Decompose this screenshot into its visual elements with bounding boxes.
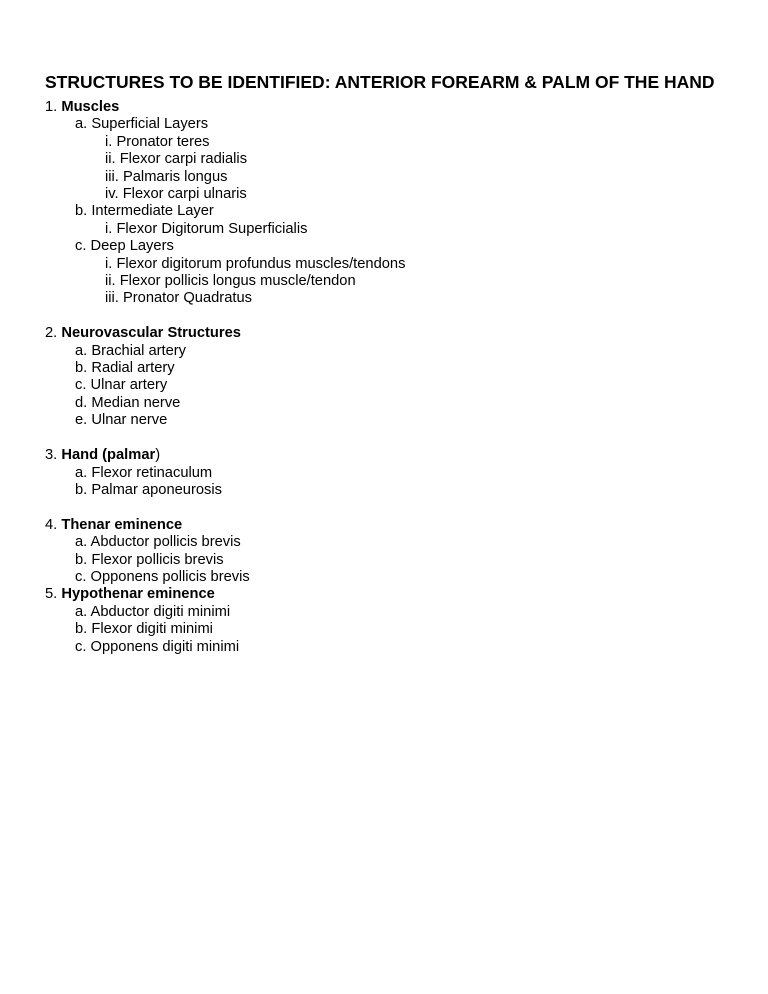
list-item <box>45 116 405 133</box>
section <box>45 325 405 429</box>
list-subitem <box>45 290 405 307</box>
item-label: iii. <box>105 168 119 185</box>
page-title: STRUCTURES TO BE IDENTIFIED: ANTERIOR FOREARM & PALM OF THE HAND <box>45 71 715 92</box>
list-item <box>45 377 405 394</box>
list-item <box>45 343 405 360</box>
list-subitem <box>45 273 405 290</box>
section-title: Neurovascular Structures <box>61 325 241 342</box>
list-item <box>45 552 405 569</box>
item-text: Pronator teres <box>116 133 210 150</box>
item-text: Abductor pollicis brevis <box>90 534 241 551</box>
item-text: Pronator Quadratus <box>122 290 252 307</box>
item-label: i. <box>105 255 113 272</box>
list-subitem <box>45 256 405 273</box>
item-label: i. <box>105 133 113 150</box>
item-text: Intermediate Layer <box>91 203 214 220</box>
item-text: Flexor digitorum profundus muscles/tendons <box>116 255 406 272</box>
section-number: 2. <box>45 325 58 342</box>
section-number: 5. <box>45 586 58 603</box>
item-label: c. <box>75 568 87 585</box>
item-label: e. <box>75 412 88 429</box>
list-item <box>45 621 405 638</box>
item-text: Ulnar nerve <box>91 412 168 429</box>
item-text: Median nerve <box>91 394 181 411</box>
item-text: Flexor pollicis brevis <box>91 551 224 568</box>
item-label: c. <box>75 377 87 394</box>
section-title-suffix: ) <box>155 447 161 464</box>
item-text: Opponens pollicis brevis <box>90 568 250 585</box>
item-text: Flexor Digitorum Superficialis <box>116 220 308 237</box>
section-heading <box>45 99 405 116</box>
list-item <box>45 639 405 656</box>
item-label: ii. <box>105 151 116 168</box>
list-subitem <box>45 186 405 203</box>
section-number: 1. <box>45 99 58 115</box>
list-item <box>45 534 405 551</box>
section-number: 3. <box>45 447 58 464</box>
item-text: Abductor digiti minimi <box>90 603 231 620</box>
list-subitem <box>45 221 405 238</box>
list-item <box>45 238 405 255</box>
item-label: c. <box>75 238 87 255</box>
item-label: iv. <box>105 186 119 203</box>
item-label: a. <box>75 603 88 620</box>
item-label: iii. <box>105 290 119 307</box>
list-item <box>45 569 405 586</box>
item-label: a. <box>75 116 88 133</box>
list-item <box>45 465 405 482</box>
section <box>45 447 405 499</box>
list-subitem <box>45 151 405 168</box>
item-text: Radial artery <box>91 360 175 377</box>
item-text: Flexor retinaculum <box>91 464 213 481</box>
section-number: 4. <box>45 516 58 533</box>
section-heading <box>45 517 405 534</box>
section-heading <box>45 325 405 342</box>
item-text: Flexor pollicis longus muscle/tendon <box>119 273 356 290</box>
item-text: Superficial Layers <box>91 116 209 133</box>
item-text: Deep Layers <box>90 238 174 255</box>
structures-list <box>45 99 405 656</box>
item-label: b. <box>75 203 88 220</box>
section <box>45 517 405 587</box>
section-title: Hand (palmar <box>61 447 156 464</box>
item-text: Flexor carpi radialis <box>119 151 248 168</box>
item-label: i. <box>105 220 113 237</box>
item-label: b. <box>75 481 88 498</box>
section-heading <box>45 586 405 603</box>
item-label: b. <box>75 621 88 638</box>
section-heading <box>45 447 405 464</box>
item-label: ii. <box>105 273 116 290</box>
list-item <box>45 604 405 621</box>
list-subitem <box>45 134 405 151</box>
section-title: Muscles <box>61 99 120 115</box>
item-text: Ulnar artery <box>90 377 168 394</box>
section-title: Thenar eminence <box>61 516 183 533</box>
item-label: b. <box>75 360 88 377</box>
item-text: Flexor digiti minimi <box>91 621 213 638</box>
item-text: Flexor carpi ulnaris <box>122 186 247 203</box>
item-text: Opponens digiti minimi <box>90 638 240 655</box>
item-label: a. <box>75 534 88 551</box>
list-item <box>45 412 405 429</box>
item-text: Brachial artery <box>91 342 187 359</box>
section-title: Hypothenar eminence <box>61 586 215 603</box>
item-label: d. <box>75 394 88 411</box>
item-label: a. <box>75 342 88 359</box>
item-text: Palmaris longus <box>122 168 228 185</box>
list-item <box>45 482 405 499</box>
list-subitem <box>45 169 405 186</box>
section <box>45 586 405 656</box>
section <box>45 99 405 308</box>
item-label: c. <box>75 638 87 655</box>
item-label: b. <box>75 551 88 568</box>
item-label: a. <box>75 464 88 481</box>
list-item <box>45 395 405 412</box>
list-item <box>45 360 405 377</box>
list-item <box>45 203 405 220</box>
item-text: Palmar aponeurosis <box>91 481 222 498</box>
